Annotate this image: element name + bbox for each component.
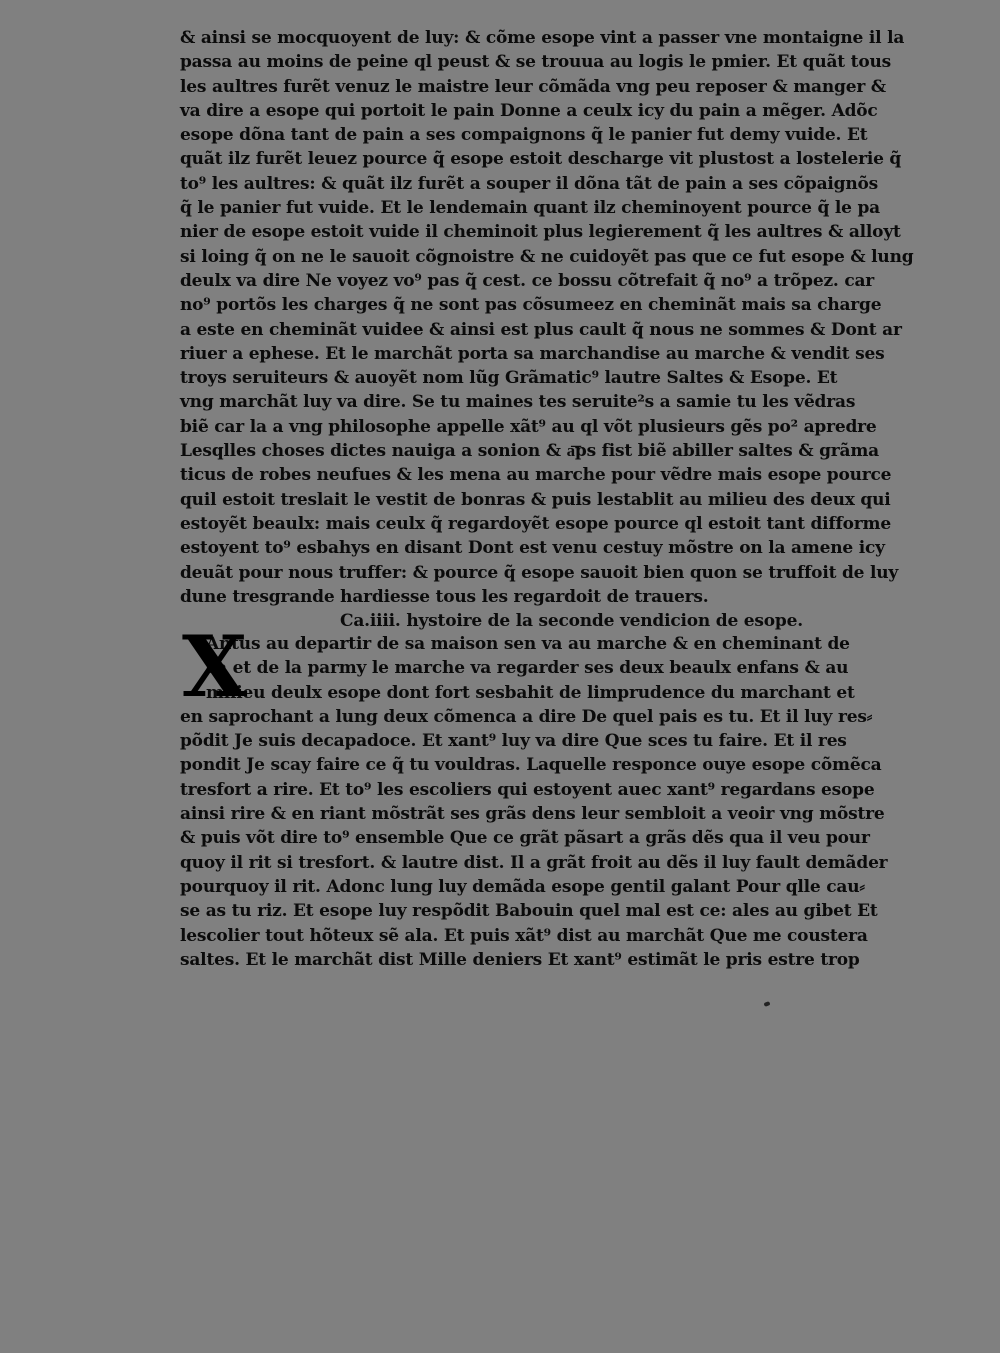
text-line: vng marchãt luy va dire. Se tu maines tes seruite²s a samie tu les vẽdras [180,392,856,413]
text-line: pondit Je scay faire ce q̃ tu vouldras. Laquelle responce ouye esope cõmẽca [180,755,882,776]
text-line: ca et de la parmy le marche va regarder ses deux beaulx enfans & au [206,658,849,679]
text-line: passa au moins de peine ql peust & se trouua au logis le pmier. Et quãt tous [180,52,892,73]
text-line: saltes. Et le marchãt dist Mille deniers Et xant⁹ estimãt le pris estre trop [180,949,860,970]
text-line: troys seruiteurs & auoyẽt nom lũg Grãmatic⁹ lautre Saltes & Esope. Et [180,368,838,389]
text-line: q̃ le panier fut vuide. Et le lendemain quant ilz cheminoyent pource q̃ le pa [180,198,880,219]
text-line: Lesqlles choses dictes nauiga a sonion & a͞ps fist biẽ abiller saltes & grãma [180,441,879,462]
text-line: se as tu riz. Et esope luy respõdit Babouin quel mal est ce: ales au gibet Et [180,901,878,922]
text-line: quoy il rit si tresfort. & lautre dist. Il a grãt froit au dẽs il luy fault demãder [180,852,888,873]
ink-speck [763,1001,770,1007]
text-line: ticus de robes neufues & les mena au marche pour vẽdre mais esope pource [180,465,892,486]
text-line: nier de esope estoit vuide il cheminoit plus legierement q̃ les aultres & alloyt [180,222,901,243]
text-line: dune tresgrande hardiesse tous les regardoit de trauers. [180,586,709,607]
text-line: en saprochant a lung deux cõmenca a dire De quel pais es tu. Et il luy res⸗ [180,706,873,727]
text-line: deulx va dire Ne voyez vo⁹ pas q̃ cest. ce bossu cõtrefait q̃ no⁹ a trõpez. car [180,270,875,291]
text-line: estoyẽt beaulx: mais ceulx q̃ regardoyẽt esope pource ql estoit tant difforme [180,513,891,534]
decorated-initial: X [182,617,248,716]
text-line: estoyent to⁹ esbahys en disant Dont est venu cestuy mõstre on la amene icy [180,538,885,559]
text-line: & ainsi se mocquoyent de luy: & cõme esope vint a passer vne montaigne il la [180,28,905,48]
text-line: esope dõna tant de pain a ses compaignons q̃ le panier fut demy vuide. Et [180,125,868,146]
text-line: ainsi rire & en riant mõstrãt ses grãs dens leur sembloit a veoir vng mõstre [180,804,885,825]
chapter-heading: Ca.iiii. hystoire de la seconde vendicion de esope. [340,611,803,632]
text-line: riuer a ephese. Et le marchãt porta sa marchandise au marche & vendit ses [180,343,885,364]
text-line: to⁹ les aultres: & quãt ilz furẽt a souper il dõna tãt de pain a ses cõpaignõs [180,173,878,194]
text-line: si loing q̃ on ne le sauoit cõgnoistre & ne cuidoyẽt pas que ce fut esope & lung [180,246,914,267]
text-line: tresfort a rire. Et to⁹ les escoliers qui estoyent auec xant⁹ regardans esope [180,779,875,800]
text-line: lescolier tout hõteux sẽ ala. Et puis xãt⁹ dist au marchãt Que me coustera [180,925,868,946]
text-line: quil estoit treslait le vestit de bonras & puis lestablit au milieu des deux qui [180,489,891,510]
text-line: quãt ilz furẽt leuez pource q̃ esope estoit descharge vit plustost a lostelerie q̃ [180,149,902,170]
text-line: a este en cheminãt vuidee & ainsi est plus cault q̃ nous ne sommes & Dont ar [180,319,902,340]
text-block-upper [180,26,914,633]
text-line: pourquoy il rit. Adonc lung luy demãda esope gentil galant Pour qlle cau⸗ [180,876,865,897]
text-line: põdit Je suis decapadoce. Et xant⁹ luy va dire Que sces tu faire. Et il res [180,731,847,752]
text-line: les aultres furẽt venuz le maistre leur cõmãda vng peu reposer & manger & [180,76,886,97]
text-line: milieu deulx esope dont fort sesbahit de limprudence du marchant et [206,682,855,703]
text-line: Antus au departir de sa maison sen va au marche & en cheminant de [206,634,850,654]
text-line: deuãt pour nous truffer: & pource q̃ esope sauoit bien quon se truffoit de luy [180,562,899,583]
text-line: no⁹ portõs les charges q̃ ne sont pas cõsumeez en cheminãt mais sa charge [180,295,882,316]
text-line: biẽ car la a vng philosophe appelle xãt⁹ au ql võt plusieurs gẽs po² apredre [180,416,877,437]
text-line: va dire a esope qui portoit le pain Donne a ceulx icy du pain a mẽger. Adõc [180,100,878,121]
text-line: & puis võt dire to⁹ ensemble Que ce grãt pãsart a grãs dẽs qua il veu pour [180,828,870,849]
